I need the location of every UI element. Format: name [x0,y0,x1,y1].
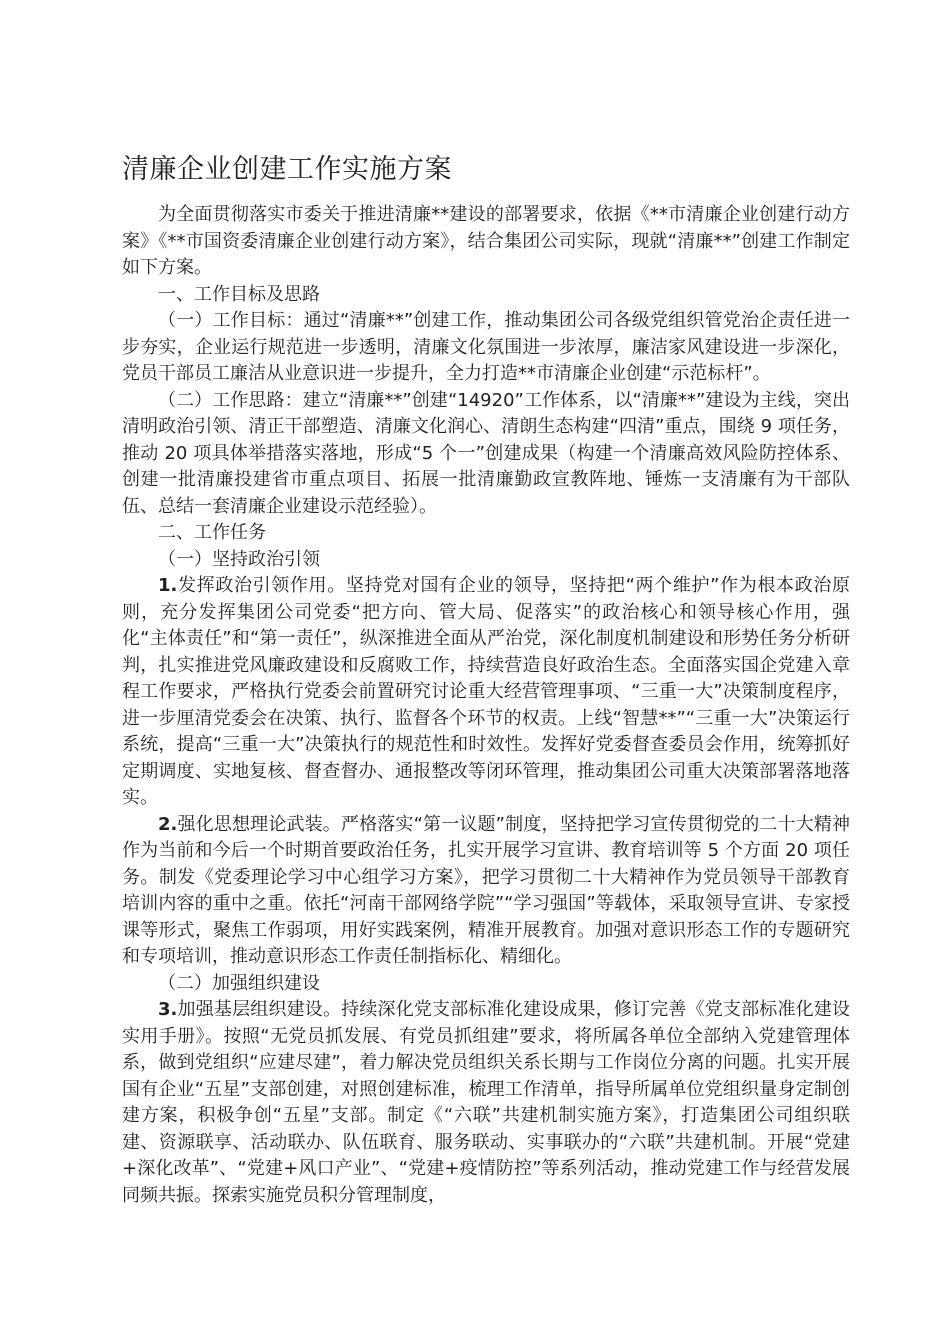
paragraph-text: 加强基层组织建设。持续深化党支部标准化建设成果，修订完善《党支部标准化建设实用手册》。按照“无党员抓发展、有党员抓组建”要求，将所属各单位全部纳入党建管理体系，做到党组织“应建尽建”，着力解决党员组织关系长期与工作岗位分离的问题。扎实开展国有企业“五星”支部创建，对照创建标准，梳理工作清单，指导所属单位党组织量身定制创建方案，积极争创“五星”支部。制定《“六联”共建机制实施方案》，打造集团公司组织联建、资源联享、活动联办、队伍联育、服务联动、实事联办的“六联”共建机制。开展“党建+深化改革”、“党建+风口产业”、“党建+疫情防控”等系列活动，推动党建工作与经营发展同频共振。探索实施党员积分管理制度， [122,999,850,1206]
paragraph-approach [122,388,850,521]
paragraph-text: 二、工作任务 [158,522,266,543]
heading-section-1 [122,282,850,309]
heading-subsection-2 [122,971,850,998]
paragraph-text: 强化思想理论武装。严格落实“第一议题”制度，坚持把学习宣传贯彻党的二十大精神作为当前和今后一个时期首要政治任务，扎实开展学习宣讲、教育培训等 5 个方面 20 项任务。制发《党委理论学习中心组学习方案》，把学习贯彻二十大精神作为党员领导干部教育培训内容的重中之重。依托“河南干部网络学院”“学习强国”等载体，采取领导宣讲、专家授课等形式，聚焦工作弱项，用好实践案例，精准开展教育。加强对意识形态工作的专题研究和专项培训，推动意识形态工作责任制指标化、精细化。 [122,813,850,967]
item-number: 3. [158,999,178,1020]
paragraph-item-3 [122,997,850,1209]
document-page [122,150,850,1209]
paragraph-text: （二）加强组织建设 [158,972,320,994]
item-number: 1. [158,575,178,596]
heading-subsection-1 [122,547,850,574]
paragraph-item-1 [122,573,850,812]
document-title: 清廉企业创建工作实施方案 [122,154,452,185]
paragraph-text: 发挥政治引领作用。坚持党对国有企业的领导，坚持把“两个维护”作为根本政治原则，充分发挥集团公司党委“把方向、管大局、促落实”的政治核心和领导核心作用，强化“主体责任”和“第一责任”，纵深推进全面从严治党，深化制度机制建设和形势任务分析研判，扎实推进党风廉政建设和反腐败工作，持续营造良好政治生态。全面落实国企党建入章程工作要求，严格执行党委会前置研究讨论重大经营管理事项、“三重一大”决策制度程序，进一步厘清党委会在决策、执行、监督各个环节的权责。上线“智慧**”“三重一大”决策运行系统，提高“三重一大”决策执行的规范性和时效性。发挥好党委督查委员会作用，统筹抓好定期调度、实地复核、督查督办、通报整改等闭环管理，推动集团公司重大决策部署落地落实。 [122,575,850,808]
heading-section-2 [122,520,850,547]
paragraph-text: （一）工作目标：通过“清廉**”创建工作，推动集团公司各级党组织管党治企责任进一步夯实，企业运行规范进一步透明，清廉文化氛围进一步浓厚，廉洁家风建设进一步深化，党员干部员工廉洁从业意识进一步提升，全力打造**市清廉企业创建“示范标杆”。 [122,310,850,384]
paragraph-intro [122,202,850,282]
paragraph-text: 为全面贯彻落实市委关于推进清廉**建设的部署要求，依据《**市清廉企业创建行动方案》《**市国资委清廉企业创建行动方案》，结合集团公司实际，现就“清廉**”创建工作制定如下方案。 [122,204,850,278]
paragraph-text: （一）坚持政治引领 [158,548,320,570]
item-number: 2. [158,813,178,835]
paragraph-goal [122,308,850,388]
paragraph-text: 一、工作目标及思路 [158,283,320,305]
paragraph-item-2 [122,812,850,971]
paragraph-text: （二）工作思路：建立“清廉**”创建“14920”工作体系，以“清廉**”建设为主线，突出清明政治引领、清正干部塑造、清廉文化润心、清朗生态构建“四清”重点，围绕 9 项任务，推动 20 项具体举措落实落地，形成“5 个一”创建成果（构建一个清廉高效风险防控体系、创建一批清廉投建省市重点项目、拓展一批清廉勤政宣教阵地、锤炼一支清廉有为干部队伍、总结一套清廉企业建设示范经验）。 [122,389,850,517]
